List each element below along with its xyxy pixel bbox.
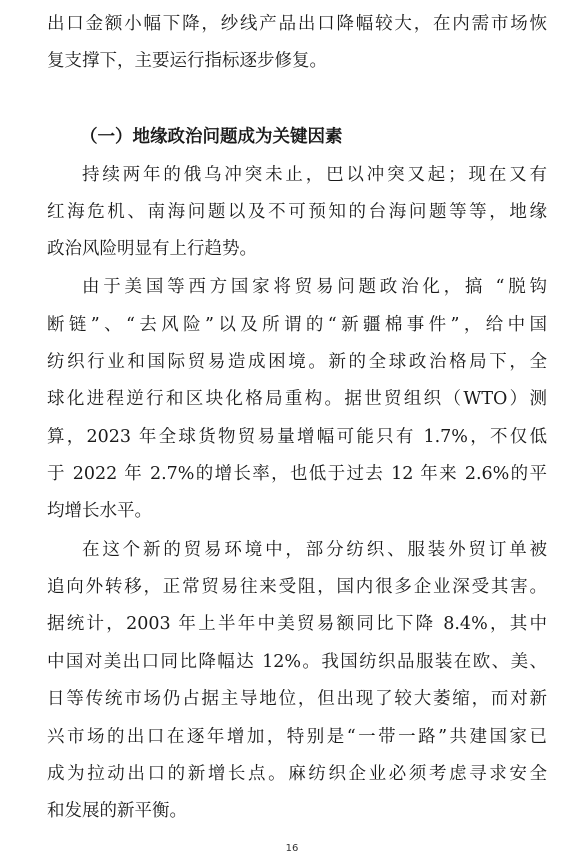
paragraph-line: 纺织行业和国际贸易造成困境。新的全球政治格局下，全 — [47, 352, 547, 372]
paragraph-line: 球化进程逆行和区块化格局重构。据世贸组织（WTO）测 — [47, 389, 547, 409]
paragraph-line: 兴市场的出口在逐年增加，特别是“一带一路”共建国家已 — [47, 727, 547, 747]
paragraph-line: 持续两年的俄乌冲突未止，巴以冲突又起；现在又有 — [82, 165, 547, 185]
paragraph-line: 政治风险明显有上行趋势。 — [47, 239, 257, 259]
paragraph-line: 在这个新的贸易环境中，部分纺织、服装外贸订单被 — [82, 540, 547, 560]
paragraph-line: 日等传统市场仍占据主导地位，但出现了较大萎缩，而对新 — [47, 689, 547, 709]
paragraph-line: 算，2023 年全球货物贸易量增幅可能只有 1.7%，不仅低 — [47, 427, 547, 447]
paragraph-line: 追向外转移，正常贸易往来受阻，国内很多企业深受其害。 — [47, 577, 547, 597]
paragraph-line: 断链”、“去风险”以及所谓的“新疆棉事件”，给中国 — [47, 315, 547, 335]
paragraph-line: 红海危机、南海问题以及不可预知的台海问题等等，地缘 — [47, 202, 547, 222]
section-heading: （一）地缘政治问题成为关键因素 — [80, 127, 343, 147]
paragraph-line: 由于美国等西方国家将贸易问题政治化，搞 “脱钩 — [82, 277, 547, 297]
paragraph-line: 中国对美出口同比降幅达 12%。我国纺织品服装在欧、美、 — [47, 652, 547, 672]
paragraph-line: 复支撑下，主要运行指标逐步修复。 — [47, 51, 327, 71]
paragraph-line: 成为拉动出口的新增长点。麻纺织企业必须考虑寻求安全 — [47, 764, 547, 784]
page-number: 16 — [285, 843, 299, 854]
paragraph-line: 据统计，2003 年上半年中美贸易额同比下降 8.4%，其中 — [47, 614, 547, 634]
paragraph-line: 和发展的新平衡。 — [47, 801, 187, 821]
paragraph-line: 于 2022 年 2.7%的增长率，也低于过去 12 年来 2.6%的平 — [47, 464, 547, 484]
paragraph-line: 出口金额小幅下降，纱线产品出口降幅较大，在内需市场恢 — [47, 14, 547, 34]
paragraph-line: 均增长水平。 — [47, 501, 152, 521]
